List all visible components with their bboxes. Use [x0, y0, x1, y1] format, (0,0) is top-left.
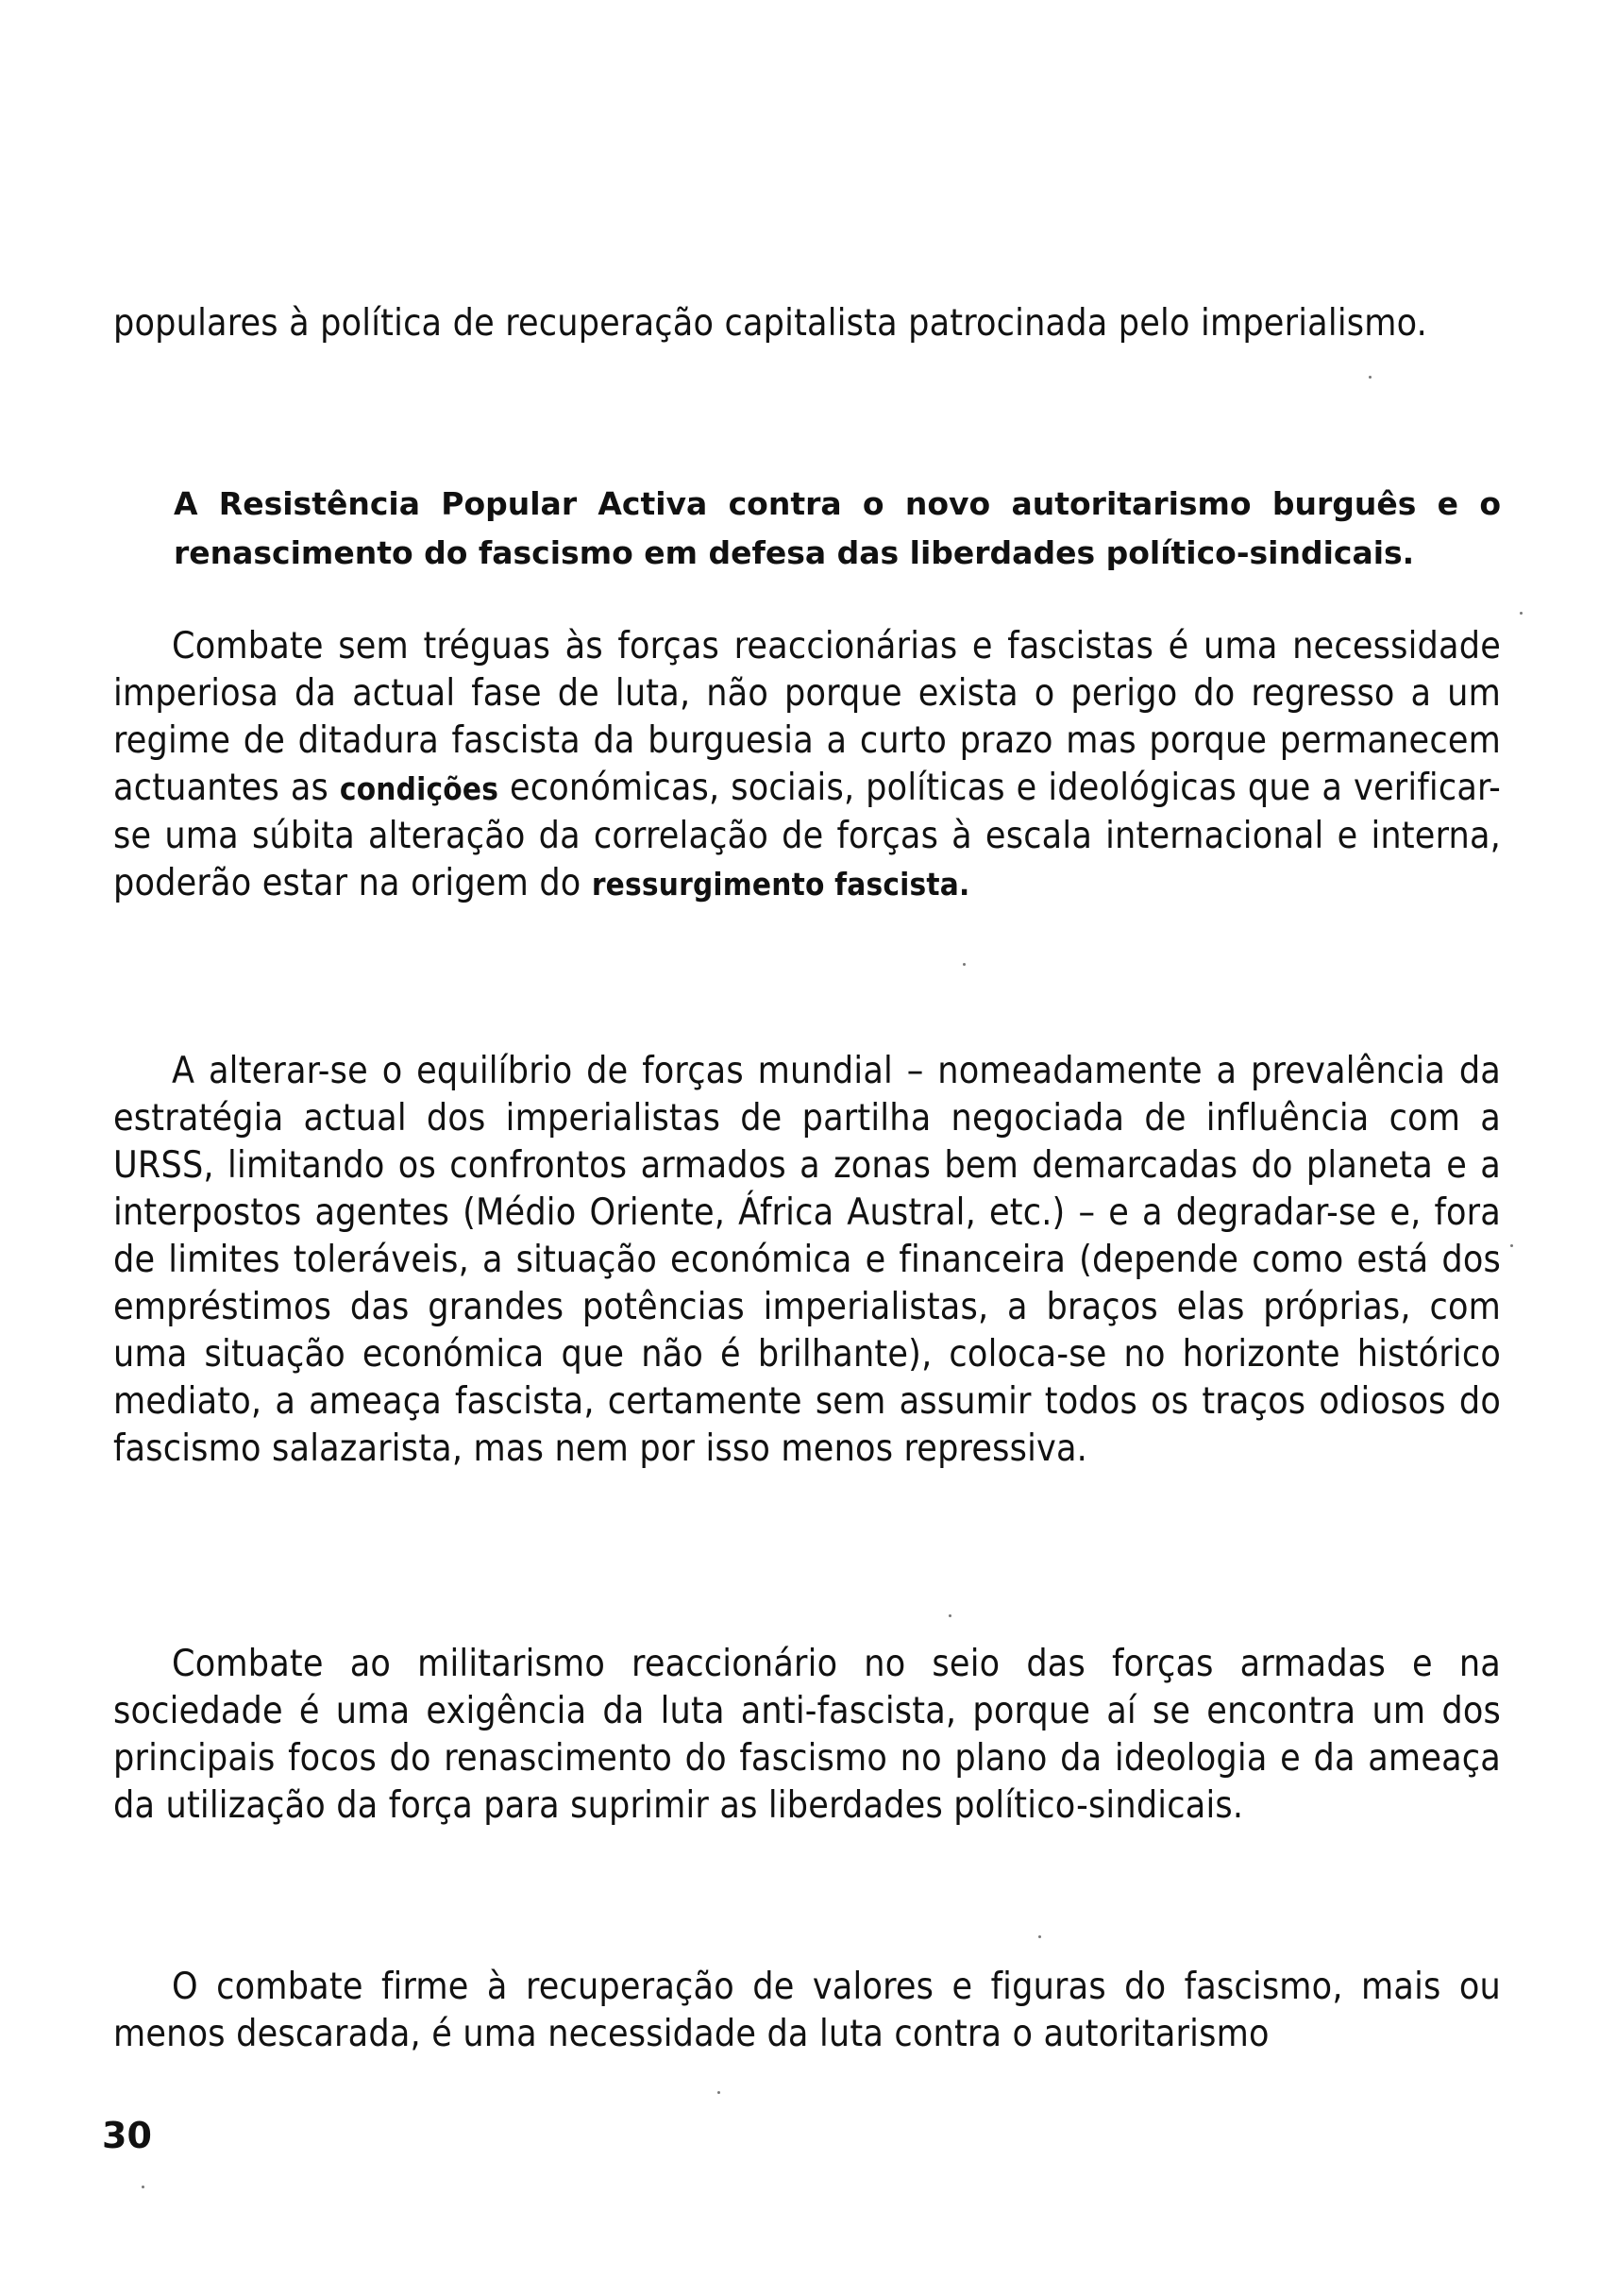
scan-speck	[949, 1614, 951, 1617]
paragraph-text	[113, 623, 1501, 908]
scan-speck	[142, 2186, 144, 2188]
scan-speck	[717, 2091, 720, 2094]
page-number: 30	[102, 2115, 152, 2156]
paragraph-text: O combate firme à recuperação de valores e figuras do fascismo, mais ou menos descarada, é uma necessidade da luta contra o autoritarismo	[113, 1966, 1501, 2055]
section-heading-content: A Resistência Popular Activa contra o novo autoritarismo burguês e o renascimento do fascismo em defesa das liberdades político-sindicais.	[174, 485, 1501, 571]
scan-speck	[1038, 1935, 1041, 1938]
paragraph-1	[113, 623, 1501, 908]
paragraph-1-emphasis-end: ressurgimento fascista.	[591, 866, 970, 903]
scan-speck	[1510, 1244, 1513, 1247]
paragraph-4	[113, 1964, 1501, 2058]
scan-speck	[963, 963, 966, 966]
paragraph-continuation	[113, 300, 1501, 347]
paragraph-text: A alterar-se o equilíbrio de forças mundial – nomeadamente a prevalência da estratégia actual dos imperialistas de partilha negociada de influência com a URSS, limitando os confrontos armados a zonas bem demarcadas do planeta e a interpostos agentes (Médio Oriente, África Austral, etc.) – e a degradar-se e, fora de limites toleráveis, a situação económica e financeira (depende como está dos empréstimos das grandes potências imperialistas, a braços elas próprias, com uma situação económica que não é brilhante), coloca-se no horizonte histórico mediato, a ameaça fascista, certamente sem assumir todos os traços odiosos do fascismo salazarista, mas nem por isso menos repressiva.	[113, 1050, 1501, 1470]
paragraph-3	[113, 1641, 1501, 1830]
paragraph-1-part-a: Combate sem tréguas às forças reaccionárias e fascistas é uma necessidade imperiosa da actual fase de luta, não porque exista o perigo do regresso a um regime de ditadura fascista da burguesia a curto prazo mas porque permanecem actuantes as	[113, 625, 1501, 809]
paragraph-1-emphasis: condições	[339, 770, 499, 807]
scan-speck	[1520, 612, 1523, 615]
paragraph-1-part-c: económicas, sociais, políticas e ideológicas que a verificar-se uma súbita alteração da correlação de forças à escala internacional e interna, poderão estar na origem do	[113, 767, 1502, 904]
scan-speck	[1369, 376, 1372, 379]
paragraph-text: populares à política de recuperação capitalista patrocinada pelo imperialismo.	[113, 302, 1427, 345]
section-heading	[113, 480, 1501, 578]
paragraph-2	[113, 1048, 1501, 1473]
paragraph-text: Combate ao militarismo reaccionário no seio das forças armadas e na sociedade é uma exigência da luta anti-fascista, porque aí se encontra um dos principais focos do renascimento do fascismo no plano da ideologia e da ameaça da utilização da força para suprimir as liberdades político-sindicais.	[113, 1643, 1501, 1827]
section-heading-text	[113, 480, 1501, 578]
